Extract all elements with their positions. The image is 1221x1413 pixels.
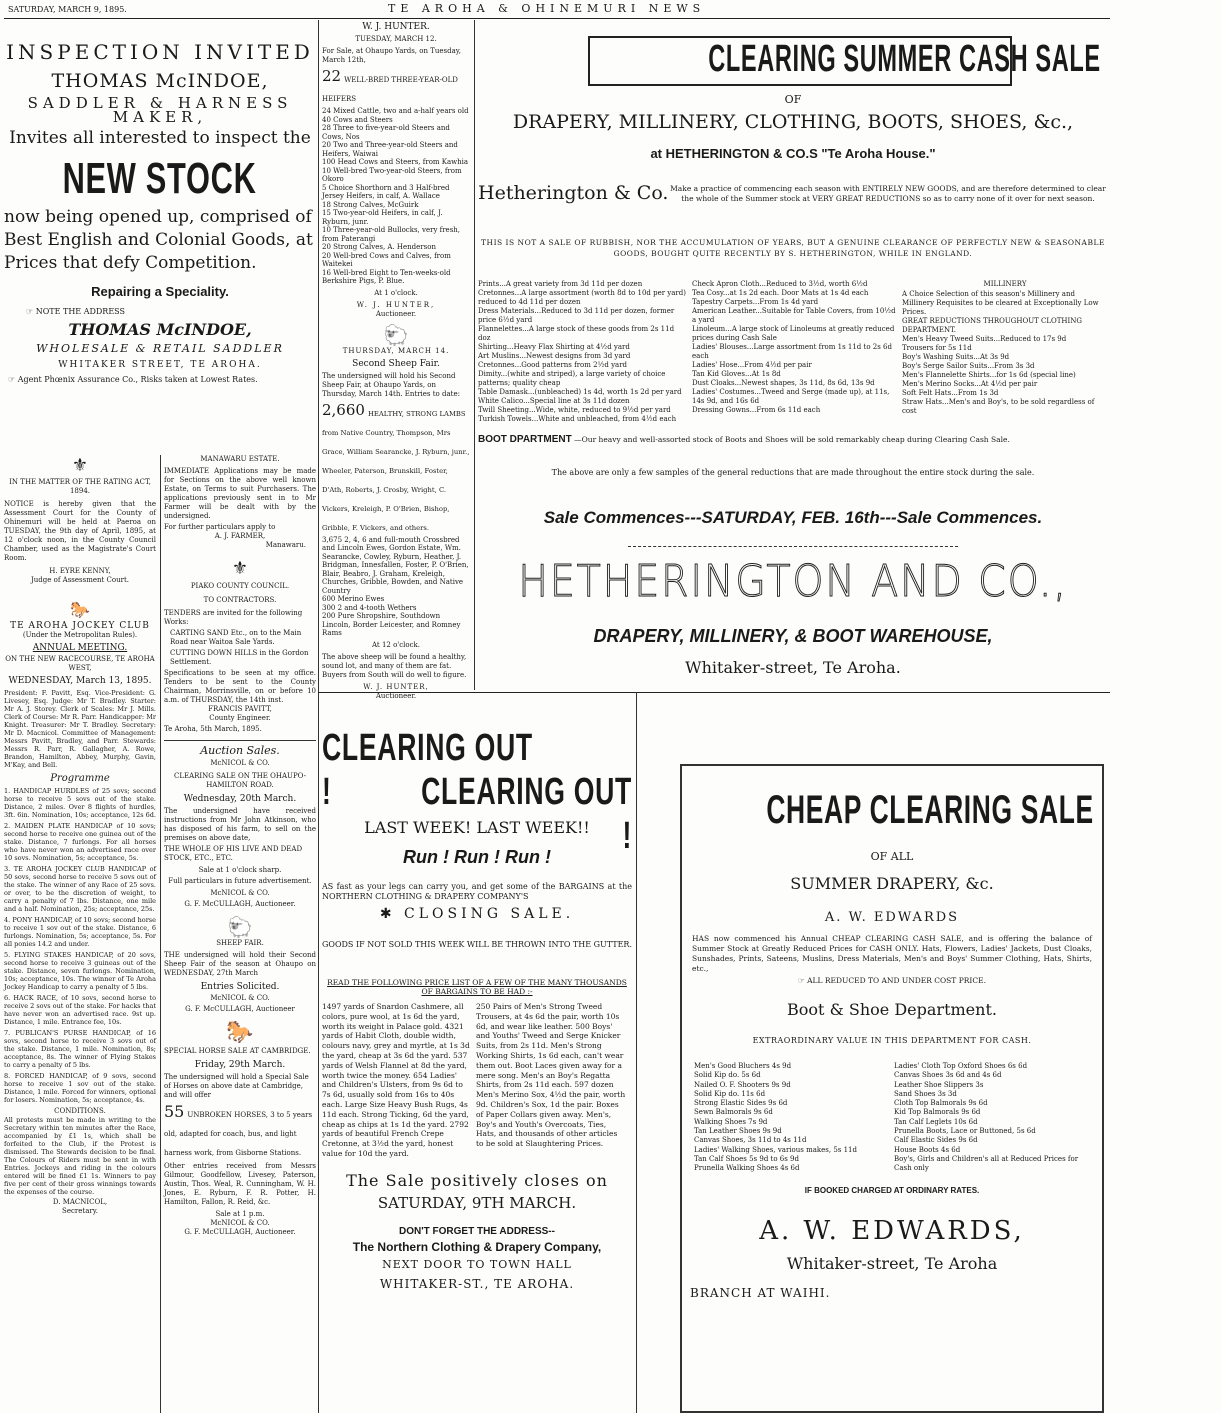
household-list: [692, 280, 898, 415]
clearing-out-1: CLEARING OUT !: [322, 727, 533, 813]
price-item: Ladies' Blouses...Large assortment from 1s 11d to 2s 6d each: [692, 343, 892, 360]
county-crest-icon: ⚜: [231, 558, 249, 579]
edwards-name: A. W. EDWARDS: [824, 910, 960, 925]
price-item: White Calico...Special line at 3s 11d dozen: [478, 397, 630, 405]
price-item: Dressing Gowns...From 6s 11d each: [692, 406, 821, 414]
boot-department-text: Our heavy and well-assorted stock of Boots and Shoes will be sold remarkably cheap during Clearing Cash Sale.: [581, 435, 1010, 444]
star-icon: ✱: [379, 906, 404, 922]
race-event: 5. FLYING STAKES HANDICAP, of 20 sovs, second horse to receive 3 guineas out of the stake. Distance, seven furlongs. Nomination, 10s; acceptance, 10s. The winner of Te Aroha Jockey Handicap to carry a penalty of 5 lbs.: [4, 951, 156, 991]
auction-sales-title: Auction Sales.: [200, 744, 280, 757]
price-item: Dust Cloaks...Newest shapes, 3s 11d, 8s 6d, 13s 9d: [692, 379, 875, 387]
hetherington-big-name: HETHERINGTON AND CO.,: [518, 556, 1068, 607]
gutter-warning: GOODS IF NOT SOLD THIS WEEK WILL BE THROWN INTO THE GUTTER.: [322, 940, 632, 949]
price-item: Boy's Serge Sailor Suits...From 3s 3d: [902, 362, 1035, 370]
price-item: Men's Merino Socks...At 4½d per pair: [902, 380, 1038, 388]
horse-other-entries: Other entries received from Messrs Gilmour, Goodfellow, Livesey, Paterson, Austin, Thos. Weal, R. Cunningham, W. H. Jones, E. Ryburn, F. R. Potter, H. Hamilton, Fallon, R. Reid, &c.: [164, 1162, 316, 1206]
price-item: Cretonnes...A large assortment (worth 8d to 10d per yard) reduced to 4d 11d per dozen: [478, 289, 686, 306]
piako-dateline: Te Aroha, 5th March, 1895.: [164, 725, 262, 733]
next-door: NEXT DOOR TO TOWN HALL: [382, 1257, 572, 1271]
piako-spec: Specifications to be seen at my office. Tenders to be sent to the County Chairman, Morrinsville, on or before 10 a.m. of THURSDAY, the 14th inst.: [164, 669, 316, 704]
stock-item: 28 Three to five-year-old Steers and Cows, Nos: [322, 124, 450, 141]
hunter-signer-2: W. J. HUNTER,: [363, 682, 429, 691]
clearing-summer-banner: CLEARING SUMMER CASH SALE: [708, 38, 1101, 80]
stock-item: 24 Mixed Cattle, two and a-half years old: [322, 107, 469, 115]
manawaru-further: For further particulars apply to: [164, 523, 276, 531]
horse-sale-body: The undersigned will hold a Special Sale of Horses on above date at Cambridge, and will offer: [164, 1073, 309, 1099]
horse-description: UNBROKEN HORSES, 3 to 5 years old, adapted for coach, bus, and light harness work, from Gisborne Stations.: [164, 1111, 313, 1157]
rating-title: IN THE MATTER OF THE RATING ACT, 1894.: [9, 478, 151, 495]
northern-clothing-advert: [322, 696, 632, 1410]
of-label: OF: [784, 93, 802, 106]
price-item: American Leather...Suitable for Table Covers, from 10½d a yard: [692, 307, 896, 324]
boot-price-item: Prunella Boots, Lace or Buttoned, 5s 6d: [894, 1127, 1036, 1136]
hunter-signer-1: W. J. HUNTER,: [356, 300, 436, 309]
sheep-fair-body: THE undersigned will hold their Second Sheep Fair of the season at Ohaupo on WEDNESDAY, 27th March: [164, 951, 316, 977]
booked-charged: IF BOOKED CHARGED AT ORDINARY RATES.: [804, 1186, 980, 1195]
hunter-count-1: 22: [322, 67, 342, 85]
price-item: GREAT REDUCTIONS THROUGHOUT CLOTHING DEPARTMENT.: [902, 317, 1083, 334]
boot-price-item: Tan Calf Shoes 5s 9d to 6s 9d: [694, 1154, 799, 1163]
manawaru-title: MANAWARU ESTATE.: [200, 455, 280, 463]
hunter-lead-2: HEALTHY, STRONG LAMBS from Native Country, Thompson, Mrs Grace, William Searancke, J. Ryburn, junr., Wheeler, Paterson, Brunskill, Foster, D'Ath, Roberts, J. Crosby, Wright, C. Vickers, Kreleigh, P. O'Brien, Bishop, Gribble, F. Vickers, and others.: [322, 409, 470, 532]
firm-name: Hetherington & Co.: [478, 182, 669, 204]
mcindoe-advert: [4, 22, 316, 447]
boot-price-item: Solid Kip do. 5s 6d: [694, 1071, 761, 1080]
price-item: Men's Flannelette Shirts...for 1s 6d (special line): [902, 371, 1076, 379]
hunter-signer-2-title: Auctioneer.: [375, 691, 417, 700]
stock-item: 40 Cows and Steers: [322, 115, 393, 124]
race-event: 6. HACK RACE, of 10 sovs, second horse to receive 2 sovs out of the stake. For hacks that have never won an advertised race. 9st up. Distance, 1 mile. Entrance fee, 10s.: [4, 994, 156, 1026]
price-item: Shirting...Heavy Flax Shirting at 4½d yard: [478, 343, 630, 351]
price-item: Cretonnes...Good patterns from 2½d yard: [478, 361, 628, 369]
hunter-lead-1: WELL-BRED THREE-YEAR-OLD HEIFERS: [322, 76, 458, 103]
piako-signer-title: County Engineer.: [209, 714, 271, 722]
stock-item: 16 Well-bred Eight to Ten-weeks-old Berkshire Pigs, P. Blue.: [322, 268, 451, 285]
hunter-closing: The above sheep will be found a healthy, sound lot, and many of them are fat. Buyers from South will do well to figure.: [322, 652, 467, 679]
northern-street: WHITAKER-ST., TE AROHA.: [379, 1276, 575, 1291]
edwards-big-name: A. W. EDWARDS,: [759, 1216, 1025, 1246]
price-item: Ladies' Hose...From 4½d per pair: [692, 361, 812, 369]
headline: INSPECTION INVITED: [6, 40, 314, 64]
entries-solicited: Entries Solicited.: [200, 982, 280, 992]
price-item: Art Muslins...Newest designs from 3d yard: [478, 352, 631, 360]
note-address: NOTE THE ADDRESS: [35, 307, 125, 316]
price-item: Dimity...(white and striped), a large variety of choice patterns; quality cheap: [478, 370, 666, 387]
boot-price-item: Canvas Shoes, 3s 11d to 4s 11d: [694, 1136, 807, 1145]
rating-notice: [4, 455, 156, 600]
proprietor-name: THOMAS McINDOE,: [51, 70, 269, 92]
boots-left-list: [694, 1062, 884, 1174]
price-item: Boy's Washing Suits...At 3s 9d: [902, 353, 1010, 361]
sale1-body: The undersigned have received instructions from Mr John Atkinson, who has disposed of his farm, to sell on the premises on above date,: [164, 807, 316, 842]
price-item: Ladies' Costumes...Tweed and Serge (made up), at 11s, 14s 9d, and 16s 6d: [692, 388, 890, 405]
hetherington-street: Whitaker-street, Te Aroha.: [685, 658, 901, 677]
price-item: Tapestry Carpets...From 1s 4d yard: [692, 298, 819, 306]
price-item: Linoleum...A large stock of Linoleums at greatly reduced prices during Cash Sale: [692, 325, 895, 342]
edwards-advert: [680, 764, 1104, 1413]
branch-waihi: BRANCH AT WAIHI.: [690, 1286, 831, 1300]
hunter-time-2: At 12 o'clock.: [371, 640, 420, 649]
stock-item: 600 Merino Ewes: [322, 595, 385, 603]
northern-list-right: 250 Pairs of Men's Strong Tweed Trousers, at 4s 6d the pair, worth 10s 6d, and wear like leather. 500 Boys' and Youths' Tweed and Serge Knicker Suits, from 2s 11d. Men's Strong Working Shirts, 1s 6d each, can't wear them out. Boot Laces given away for a mere song. Men's an Boy's Regatta Shirts, from 2s 11d each. 597 dozen Men's Merino Sox, 4½d the pair, worth 9d. Children's Sox, 1d the pair. Boxes of Paper Collars given away. Men's, Boy's and Youth's Overcoats, Ties, Hats, and thousands of other articles to be sold at Slaughtering Prices.: [476, 1002, 626, 1149]
hunter-time-1: At 1 o'clock.: [374, 288, 418, 297]
hunter-date-2: THURSDAY, MARCH 14.: [342, 346, 450, 355]
boot-price-item: Men's Good Bluchers 4s 9d: [694, 1062, 792, 1070]
cheap-clearing-sale: CHEAP CLEARING SALE: [766, 788, 1094, 832]
boot-price-item: Ladies' Cloth Top Oxford Shoes 6s 6d: [894, 1062, 1028, 1070]
hunter-date-1: TUESDAY, MARCH 12.: [355, 35, 437, 43]
auction-firm: McNICOL & CO.: [210, 759, 270, 767]
stock-item: 20 Strong Calves, A. Henderson: [322, 243, 436, 251]
horse-count: 55: [164, 1102, 185, 1121]
annual-meeting: ANNUAL MEETING.: [32, 643, 128, 653]
sale-closes: The Sale positively closes on: [346, 1170, 608, 1190]
hunter-signer-1-title: Auctioneer.: [375, 309, 417, 318]
hunter-advert: [322, 22, 470, 700]
pointing-hand-icon: ☞: [26, 307, 36, 316]
stock-item: 10 Well-bred Two-year-old Steers, from Okoro: [322, 166, 462, 183]
pointing-hand-icon-2: ☞: [8, 375, 18, 384]
officers: President: F. Pavitt, Esq. Vice-President: G. Livesey, Esq. Judge: Mr T. Bradley. Starter: Mr A. J. Storey. Clerk of Scales: Mr J. Mills. Clerk of Course: Mr R. Parr. Handicapper: Mr Knight. Treasurer: Mr T. Bradley. Secretary: Mr D. Macnicol. Committee of Management: Messrs Pavitt, Bradley, and Parr. Stewards: Messrs R. Parr, R. Gallagher, A. Rowe, Brandon, Hamilton, Abbey, Murphy, Gavin, M'Kay, and Bell.: [4, 689, 156, 769]
race-event: 3. TE AROHA JOCKEY CLUB HANDICAP of 50 sovs, second horse to receive 5 sovs out of the stake. The winner of any Race of 25 sovs. or over, to be the discretion of weight, to carry a penalty of 7 lbs. Distance, one mile and a half. Nomination, 25s; acceptance, 25s.: [4, 865, 156, 913]
sale1-title: CLEARING SALE ON THE OHAUPO-HAMILTON ROAD.: [173, 772, 307, 789]
stock-list-2: [322, 536, 470, 638]
northern-list-left: 1497 yards of Snardon Cashmere, all colors, pure wool, at 1s 6d the yard, worth its weight in Palace gold. 4321 yards of Habit Cloth, double width, colours navy, grey and myrtle, at 1s 3d the yard, cheap at 3s 6d the yard. 537 yards of Welsh Flannel at 8d the yard, worth twice the money. 654 Ladies' and Children's Ulsters, from 9s 6d to 7s 6d, usually sold from 16s to 40s each. Large Size Heavy Bush Rugs, 4s 11d each. Strong Ticking, 6d the yard, cheap as chips at 1s 1d the yard. 2792 yards of beautiful French Crepe Cretonne, at 3½d the yard, honest value for 10d the yard.: [322, 1002, 470, 1158]
meeting-date: WEDNESDAY, March 13, 1895.: [8, 676, 152, 686]
horse-sale-time: Sale at 1 p.m.: [215, 1210, 265, 1218]
closing-sale: CLOSING SALE.: [404, 906, 575, 922]
price-item: Prints...A great variety from 3d 11d per dozen: [478, 280, 643, 288]
rating-body: NOTICE is hereby given that the Assessment Court for the County of Ohinemuri will be held at Paeroa on TUESDAY, the 9th day of April, 1895, at 12 o'clock noon, in the County Council Chamber, used as the Magistrate's Court Room.: [4, 500, 156, 562]
issue-date: SATURDAY, MARCH 9, 1895.: [8, 5, 127, 14]
piako-subtitle: TO CONTRACTORS.: [203, 596, 277, 604]
stock-body: now being opened up, comprised of Best English and Colonial Goods, at Prices that defy Competition.: [4, 207, 313, 273]
boot-price-item: Tan Leather Shoes 9s 9d: [694, 1127, 782, 1136]
stock-item: 15 Two-year-old Heifers, in calf, J. Ryburn, junr.: [322, 209, 443, 226]
auctioneer-2: G. F. McCULLAGH, Auctioneer: [185, 1005, 295, 1013]
hunter-count-2: 2,660: [322, 400, 365, 419]
masthead: [8, 2, 1108, 16]
northern-company: The Northern Clothing & Drapery Company,: [352, 1239, 602, 1254]
auction-firm-3: McNICOL & CO.: [210, 994, 270, 1002]
stock-item: 10 Three-year-old Bullocks, very fresh, from Paterangi: [322, 226, 461, 243]
sheep-fair-title: SHEEP FAIR.: [216, 939, 264, 947]
sale-commences: Sale Commences---SATURDAY, FEB. 16th---Sale Commences.: [543, 508, 1043, 527]
hetherington-advert: CLEARING SUMMER CASH SALE OF DRAPERY, MILLINERY, CLOTHING, BOOTS, SHOES, &c., at HETHERINGTON & CO.S "Te Aroha House." Hetherington & Co. Make a practice of commencing each season with ENTIRELY NEW GOODS, and are therefore determined to clear the whole of the Summer stock at VERY GREAT REDUCTIONS so as to carry none of it over for next season. THIS IS NOT A SALE OF RUBBISH, NOR THE ACCUMULATION OF YEARS, BUT A GENUINE CLEARANCE OF PERFECTLY NEW & SEASONABLE GOODS, BOUGHT QUITE RECENTLY BY S. HETHERINGTON, WHILE IN ENGLAND. Prints...A great variety from 3d 11d per dozen Cretonnes...A large assortment (worth 8d to 10d per yard) reduced to 4d 11d per dozen Dress Materials...Reduced to 3d 11d per dozen, former price 6½d yard Flannelettes...A large stock of these goods from 2s 11d doz Shirting...Heavy Flax Shirting at 4½d yard Art Muslins...Newest designs from 3d yard Cretonnes...Good patterns from 2½d yard Dimity...(white and striped), a large variety of choice patterns; quality cheap Table Damask...(unbleached) 1s 4d, worth 1s 2d per yard White Calico...Special line at 3s 11d dozen Twill Sheeting...Wide, white, reduced to 9½d per yard Turkish Towels...White and unbleached, from 4½d each Check Apron Cloth...Reduced to 3½d, worth 6½d Tea Cosy...at 1s 2d each. Door Mats at 1s 4d each Tapestry Carpets...From 1s 4d yard American Leather...Suitable for Table Covers, from 10½d a yard Linoleum...A large stock of Linoleums at greatly reduced prices during Cash Sale Ladies' Blouses...Large assortment from 1s 11d to 2s 6d each Ladies' Hose...From 4½d per pair Tan Kid Gloves...At 1s 8d Dust Cloaks...Newest shapes, 3s 11d, 8s 6d, 13s 9d Ladies' Costumes...Tweed and Serge (made up), at 11s, 14s 9d, and 16s 6d Dressing Gowns...From 6s 11d each MILLINERY A Choice Selection of this season's Millinery and Millinery Requisites to be cleared at Exceptionally Low Prices. GREAT REDUCTIONS THROUGHOUT CLOTHING DEPARTMENT. Men's Heavy Tweed Suits...Reduced to 17s 9d Trousers for 5s 11d Boy's Washing Suits...At 3s 9d Boy's Serge Sailor Suits...From 3s 3d Men's Flannelette Shirts...for 1s 6d (special line) Men's Merino Socks...At 4½d per pair Soft Felt Hats...From 1s 3d Straw Hats...Men's and Boy's, to be sold regardless of cost BOOT DPARTMENT —Our heavy and well-assorted stock of Boots and Shoes will be sold remarkably cheap during Clearing Cash Sale. The above are only a few samples of the general reductions that are made throughout the entire stock during the sale. Sale Commences---SATURDAY, FEB. 16th---Sale Commences. HETHERINGTON AND CO., DRAPERY, MILLINERY, & BOOT WAREHOUSE, Whitaker-street, Te Aroha.: [478, 22, 1108, 690]
race-event: 8. FORCED HANDICAP, of 9 sovs, second horse to receive 1 sov out of the stake. Distance, 1 mile. Forced for winners, optional for losers. Nomination, 5s; acceptance, 4s.: [4, 1072, 156, 1104]
boot-price-item: Cloth Top Balmorals 9s 6d: [894, 1099, 988, 1108]
clothing-list: [902, 290, 1108, 416]
manawaru-body: IMMEDIATE Applications may be made for Sections on the above well known Estate, on Terms to suit Purchasers. The applications previously sent in to Mr Farmer will be dealt with by the undersigned.: [164, 467, 316, 520]
piako-body: TENDERS are invited for the following Works:: [164, 609, 303, 626]
horse-sale-date: Friday, 29th March.: [194, 1060, 286, 1070]
sale1-date: Wednesday, 20th March.: [183, 794, 297, 804]
price-item: Straw Hats...Men's and Boy's, to be sold regardless of cost: [902, 398, 1095, 415]
rating-signer: H. EYRE KENNY,: [49, 567, 111, 575]
racehorse-icon: 🐎: [70, 600, 90, 619]
newspaper-title: TE AROHA & OHINEMURI NEWS: [388, 2, 706, 15]
piako-title: PIAKO COUNTY COUNCIL.: [190, 582, 290, 590]
stock-item: 100 Head Cows and Steers, from Kawhia: [322, 158, 469, 166]
conditions: All protests must be made in writing to the Secretary within ten minutes after the Race, accompanied by £1 1s, which shall be forfeited to the Club, if the Protest is dismissed. The Stewards decision to be final. The Colours of Riders must be sent in with Entries. Jockeys and riding in the colours entered will be fined £1 1s. Winners to pay five per cent of their gross winnings towards the expenses of the course.: [4, 1116, 156, 1196]
trade: SADDLER & HARNESS MAKER,: [27, 94, 293, 126]
piako-work-1: CARTING SAND Etc., on to the Main Road near Waitoa Sale Yards.: [170, 629, 302, 646]
agent-note: Agent Phœnix Assurance Co., Risks taken at Lowest Rates.: [17, 375, 258, 384]
stock-item: 18 Strong Calves, McGuirk: [322, 200, 419, 209]
rating-signer-title: Judge of Assessment Court.: [30, 576, 130, 584]
firm-note: Make a practice of commencing each season with ENTIRELY NEW GOODS, and are therefore determined to clear the whole of the Summer stock at VERY GREAT REDUCTIONS so as to carry none of it over for next season.: [670, 184, 1106, 203]
conditions-title: CONDITIONS.: [54, 1107, 106, 1115]
sale1-adv: Full particulars in future advertisement.: [168, 877, 312, 885]
boot-price-item: Boy's, Girls and Children's all at Reduced Prices for Cash only: [894, 1154, 1079, 1173]
boot-price-item: Strong Elastic Sides 9s 6d: [694, 1099, 788, 1108]
dont-forget: DON'T FORGET THE ADDRESS--: [399, 1225, 555, 1237]
sale1-time: Sale at 1 o'clock sharp.: [198, 866, 282, 874]
boot-price-item: Tan Calf Leglets 10s 6d: [894, 1117, 978, 1126]
northern-intro: AS fast as your legs can carry you, and get some of the BARGAINS at the NORTHERN CLOTHING & DRAPERY COMPANY'S: [322, 882, 632, 901]
manawaru-signer: A. J. FARMER,: [214, 532, 266, 540]
at-te-aroha-house: at HETHERINGTON & CO.S "Te Aroha House.": [650, 146, 936, 161]
price-item: Men's Heavy Tweed Suits...Reduced to 17s 9d: [902, 335, 1067, 343]
auction-firm-2: McNICOL & CO.: [210, 889, 270, 897]
of-all: OF ALL: [870, 850, 914, 863]
boot-price-item: Leather Shoe Slippers 3s: [894, 1080, 984, 1089]
auctioneer-1: G. F. McCULLAGH, Auctioneer.: [184, 900, 296, 908]
price-item: Flannelettes...A large stock of these goods from 2s 11d doz: [478, 325, 675, 342]
manawaru-place: Manawaru.: [265, 541, 306, 549]
millinery-title: MILLINERY: [983, 280, 1027, 288]
sheep-icon: 🐑: [227, 915, 253, 939]
repairing: Repairing a Speciality.: [91, 284, 229, 299]
boots-right-list: [894, 1062, 1090, 1174]
stock-item: 200 Pure Shropshire, Southdown Lincoln, Border Leicester, and Romney Rams: [322, 612, 461, 637]
last-week: LAST WEEK! LAST WEEK!!: [364, 818, 590, 837]
boot-price-item: Ladies' Walking Shoes, various makes, 5s 11d: [694, 1145, 857, 1154]
stock-item: 5 Choice Shorthorn and 3 Half-bred Jersey Heifers, in calf, A. Wallace: [322, 183, 450, 200]
jockey-club-advert: [4, 600, 156, 1410]
stock-list-1: [322, 107, 470, 286]
price-item: Trousers for 5s 11d: [902, 344, 972, 352]
price-item: A Choice Selection of this season's Millinery and Millinery Requisites to be cleared at Exceptionally Low Prices.: [902, 290, 1099, 316]
price-item: Tan Kid Gloves...At 1s 8d: [692, 370, 781, 378]
secretary-title: Secretary.: [62, 1207, 98, 1215]
price-item: Dress Materials...Reduced to 3d 11d per dozen, former price 6½d yard: [478, 307, 675, 324]
boot-price-item: Sewn Balmorals 9s 6d: [694, 1108, 773, 1117]
boot-price-item: Calf Elastic Sides 9s 6d: [894, 1136, 978, 1145]
horse-icon: 🐎: [226, 1020, 254, 1045]
horse-sale-title: SPECIAL HORSE SALE AT CAMBRIDGE.: [164, 1047, 311, 1055]
stock-item: 20 Well-bred Cows and Calves, from Waitekei: [322, 251, 451, 268]
hunter-intro-1: For Sale, at Ohaupo Yards, on Tuesday, March 12th,: [322, 47, 462, 64]
sale1-whole: THE WHOLE OF HIS LIVE AND DEAD STOCK, ETC., ETC.: [164, 845, 303, 862]
boot-department-label: BOOT DPARTMENT: [478, 434, 572, 445]
boot-price-item: Solid Kip do. 11s 6d: [694, 1089, 766, 1098]
race-event: 2. MAIDEN PLATE HANDICAP of 10 sovs; second horse to receive one guinea out of the stake. Distance, 7 furlongs. For all horses who have never won an advertised race over 10 sovs. Nomination, 5s; acceptance, 5s.: [4, 822, 156, 862]
hunter-title: W. J. HUNTER.: [362, 22, 430, 32]
second-sheep-fair: Second Sheep Fair.: [352, 358, 440, 369]
boot-shoe-department: Boot & Shoe Department.: [787, 1000, 997, 1019]
stock-item: 3,675 2, 4, 6 and full-mouth Crossbred and Lincoln Ewes, Gordon Estate, Wm. Searancke, Cowley, Ryburn, Heather, J. Bridgman, Innesfallen, Foster, P. O'Brien, Blair, Beabro, J. Graham, Kreleigh, Churches, Gribble, Bowden, and Native Country: [322, 535, 469, 595]
pointing-hand-icon-3: ☞: [798, 976, 808, 985]
price-item: Table Damask...(unbleached) 1s 4d, worth 1s 2d per yard: [478, 388, 682, 396]
goods-line: DRAPERY, MILLINERY, CLOTHING, BOOTS, SHOES, &c.,: [512, 111, 1074, 133]
piako-signer: FRANCIS PAVITT,: [208, 705, 272, 713]
venue: ON THE NEW RACECOURSE, TE AROHA WEST,: [5, 655, 155, 672]
boot-price-item: Canvas Shoes 3s 6d and 4s 6d: [894, 1071, 1002, 1080]
extraordinary-value: EXTRAORDINARY VALUE IN THIS DEPARTMENT FOR CASH.: [752, 1036, 1032, 1045]
boot-price-item: Prunella Walking Shoes 4s 6d: [694, 1164, 800, 1173]
race-event: 4. PONY HANDICAP, of 10 sovs; second horse to receive 1 sov out of the stake. Distance, 6 furlongs. Nomination, 5s; acceptance, 5s. For all ponies 14.2 and under.: [4, 916, 156, 948]
warehouse-line: DRAPERY, MILLINERY, & BOOT WAREHOUSE,: [593, 626, 993, 646]
drapery-list: [478, 280, 688, 424]
price-item: Check Apron Cloth...Reduced to 3½d, worth 6½d: [692, 280, 868, 288]
price-item: Turkish Towels...White and unbleached, from 4½d each: [478, 415, 677, 423]
boot-price-item: Walking Shoes 7s 9d: [694, 1117, 768, 1126]
street: WHITAKER STREET, TE AROHA.: [58, 360, 262, 370]
boot-price-item: Nailed O. F. Shooters 9s 9d: [694, 1080, 791, 1089]
boot-price-item: Sand Shoes 3s 3d: [894, 1089, 957, 1098]
middle-left-column: [164, 455, 316, 1410]
club-title: TE AROHA JOCKEY CLUB: [10, 621, 150, 631]
piako-work-2: CUTTING DOWN HILLS in the Gordon Settlement.: [170, 649, 309, 666]
boot-price-item: Kid Top Balmorals 9s 6d: [894, 1108, 981, 1117]
summer-drapery: SUMMER DRAPERY, &c.: [790, 874, 994, 893]
samples-note: The above are only a few samples of the general reductions that are made throughout the entire stock during the sale.: [551, 468, 1035, 477]
club-subtitle: (Under the Metropolitan Rules).: [22, 631, 138, 639]
new-stock: NEW STOCK: [63, 154, 257, 203]
stock-item: 20 Two and Three-year-old Steers and Heifers, Waiwai: [322, 141, 458, 158]
run-run-run: Run ! Run ! Run !: [403, 847, 551, 867]
race-list: [4, 787, 156, 1104]
clearing-out-2: CLEARING OUT !: [421, 771, 632, 857]
auctioneer-3: G. F. McCULLAGH, Auctioneer.: [184, 1228, 296, 1236]
invite: Invites all interested to inspect the: [9, 128, 311, 148]
sheep-icon-2: 🐑: [383, 322, 409, 347]
sale-closes-date: SATURDAY, 9TH MARCH.: [377, 1193, 577, 1212]
price-item: Soft Felt Hats...From 1s 3d: [902, 389, 999, 397]
secretary-name: D. MACNICOL,: [52, 1198, 108, 1206]
programme-title: Programme: [50, 773, 110, 784]
all-reduced: ALL REDUCED TO AND UNDER COST PRICE.: [807, 976, 986, 985]
stock-item: 300 2 and 4-tooth Wethers: [322, 603, 417, 612]
boot-price-item: House Boots 4s 6d: [894, 1145, 961, 1154]
price-item: Tea Cosy...at 1s 2d each. Door Mats at 1s 4d each: [692, 289, 869, 297]
hunter-intro-2: The undersigned will hold his Second Sheep Fair, at Ohaupo Yards, on Thursday, March 14th. Entries to date:: [322, 371, 460, 398]
auction-firm-4: McNICOL & CO.: [210, 1219, 270, 1227]
wholesale: WHOLESALE & RETAIL SADDLER: [36, 342, 284, 355]
royal-crest-icon: ⚜: [71, 455, 89, 476]
race-event: 1. HANDICAP HURDLES of 25 sovs; second horse to receive 5 sovs out of the stake. Distance, 2 miles. Over 8 flights of hurdles, 3ft. 6in. Nomination, 10s; acceptance, 12s 6d.: [4, 787, 157, 819]
price-item: Twill Sheeting...Wide, white, reduced to 9½d per yard: [478, 406, 671, 414]
proprietor-name-2: THOMAS McINDOE,: [68, 320, 252, 339]
race-event: 7. PUBLICAN'S PURSE HANDICAP, of 16 sovs, second horse to receive 3 sovs out of the stake. Distance, 1 mile. Nomination, 8s; acceptance, 8s. The winner of Flying Stakes to carry a penalty of 5 lbs.: [4, 1029, 156, 1069]
price-list-heading: READ THE FOLLOWING PRICE LIST OF A FEW OF THE MANY THOUSANDS OF BARGAINS TO BE HAD :-: [327, 978, 627, 996]
sale-notice: THIS IS NOT A SALE OF RUBBISH, NOR THE ACCUMULATION OF YEARS, BUT A GENUINE CLEARANCE OF PERFECTLY NEW & SEASONABLE GOODS, BOUGHT QUITE RECENTLY BY S. HETHERINGTON, WHILE IN ENGLAND.: [481, 238, 1105, 258]
edwards-body: HAS now commenced his Annual CHEAP CLEARING CASH SALE, and is offering the balance of Summer Stock at Greatly Reduced Prices for CASH ONLY. Hats, Flowers, Ladies' Jackets, Dust Cloaks, Sunshades, Prints, Sateens, Muslins, Dress Materials, Men's and Boys' Summer Clothing, Hats, Shirts, etc.,: [692, 934, 1092, 973]
edwards-street: Whitaker-street, Te Aroha: [786, 1254, 998, 1273]
